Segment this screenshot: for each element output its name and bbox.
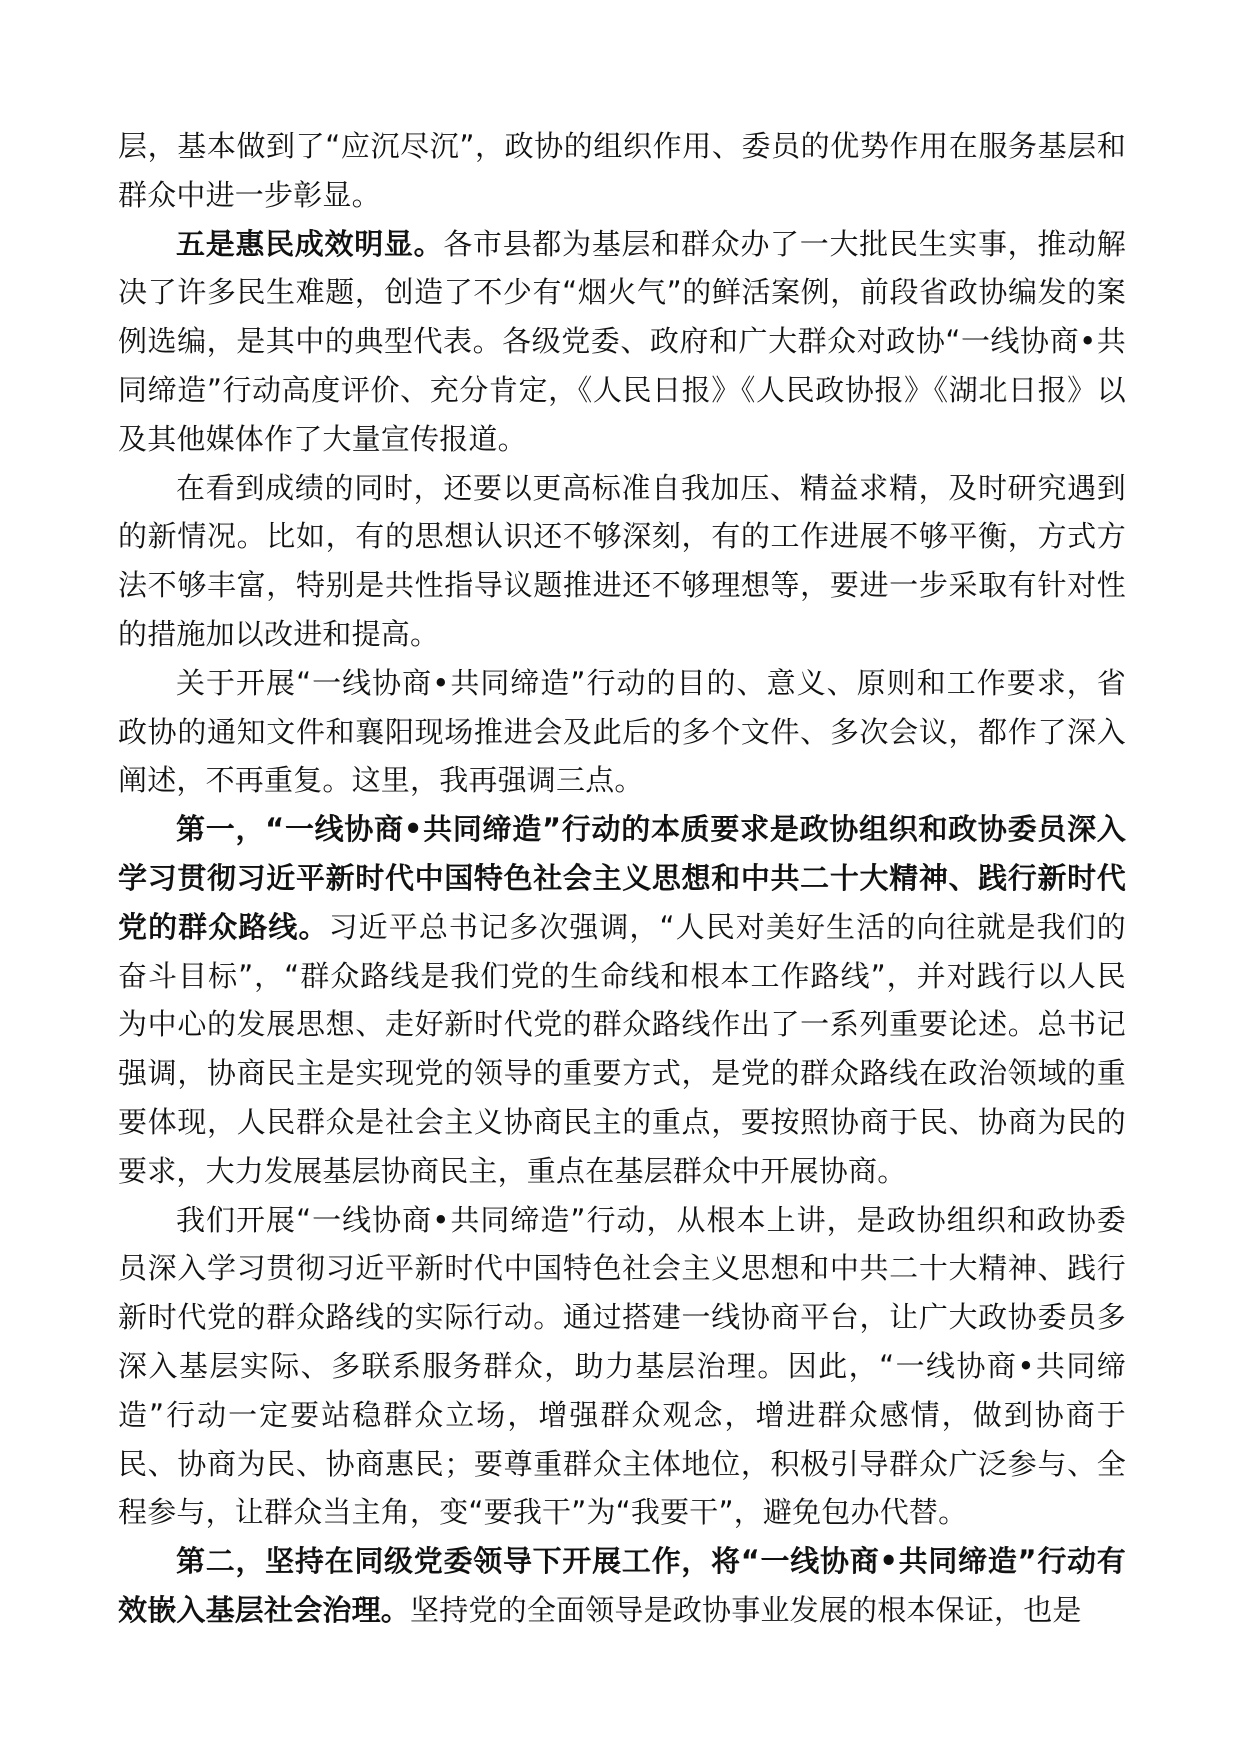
paragraph-6 <box>118 1196 1126 1538</box>
paragraph-5-text: 习近平总书记多次强调，“人民对美好生活的向往就是我们的奋斗目标”，“群众路线是我们党的生命线和根本工作路线”，并对践行以人民为中心的发展思想、走好新时代党的群众路线作出了一系列重要论述。总书记强调，协商民主是实现党的领导的重要方式，是党的群众路线在政治领域的重要体现，人民群众是社会主义协商民主的重点，要按照协商于民、协商为民的要求，大力发展基层协商民主，重点在基层群众中开展协商。 <box>118 909 1126 1188</box>
paragraph-5-lead: 第一，“一线协商•共同缔造”行动的本质要求是政协组织和政协委员深入学习贯彻习近平新时代中国特色社会主义思想和中共二十大精神、践行新时代党的群众路线。 <box>118 812 1126 944</box>
paragraph-2 <box>118 220 1126 464</box>
paragraph-1-text: 层，基本做到了“应沉尽沉”，政协的组织作用、委员的优势作用在服务基层和群众中进一步彰显。 <box>118 129 1126 212</box>
paragraph-7-text: 坚持党的全面领导是政协事业发展的根本保证，也是 <box>410 1592 1082 1627</box>
paragraph-3 <box>118 464 1126 659</box>
paragraph-5 <box>118 805 1126 1195</box>
paragraph-3-text: 在看到成绩的同时，还要以更高标准自我加压、精益求精，及时研究遇到的新情况。比如，有的思想认识还不够深刻，有的工作进展不够平衡，方式方法不够丰富，特别是共性指导议题推进还不够理想等，要进一步采取有针对性的措施加以改进和提高。 <box>118 470 1126 651</box>
paragraph-6-text: 我们开展“一线协商•共同缔造”行动，从根本上讲，是政协组织和政协委员深入学习贯彻习近平新时代中国特色社会主义思想和中共二十大精神、践行新时代党的群众路线的实际行动。通过搭建一线协商平台，让广大政协委员多深入基层实际、多联系服务群众，助力基层治理。因此，“一线协商•共同缔造”行动一定要站稳群众立场，增强群众观念，增进群众感情，做到协商于民、协商为民、协商惠民；要尊重群众主体地位，积极引导群众广泛参与、全程参与，让群众当主角，变“要我干”为“我要干”，避免包办代替。 <box>118 1202 1126 1530</box>
paragraph-4-text: 关于开展“一线协商•共同缔造”行动的目的、意义、原则和工作要求，省政协的通知文件和襄阳现场推进会及此后的多个文件、多次会议，都作了深入阐述，不再重复。这里，我再强调三点。 <box>118 665 1126 798</box>
paragraph-1 <box>118 122 1126 220</box>
paragraph-2-lead: 五是惠民成效明显。 <box>176 226 444 261</box>
paragraph-4 <box>118 659 1126 805</box>
paragraph-7 <box>118 1537 1126 1635</box>
document-page <box>118 122 1126 1635</box>
paragraph-2-text: 各市县都为基层和群众办了一大批民生实事，推动解决了许多民生难题，创造了不少有“烟火气”的鲜活案例，前段省政协编发的案例选编，是其中的典型代表。各级党委、政府和广大群众对政协“一线协商•共同缔造”行动高度评价、充分肯定，《人民日报》《人民政协报》《湖北日报》以及其他媒体作了大量宣传报道。 <box>118 226 1126 456</box>
paragraph-7-lead: 第二，坚持在同级党委领导下开展工作，将“一线协商•共同缔造”行动有效嵌入基层社会治理。 <box>118 1544 1126 1627</box>
